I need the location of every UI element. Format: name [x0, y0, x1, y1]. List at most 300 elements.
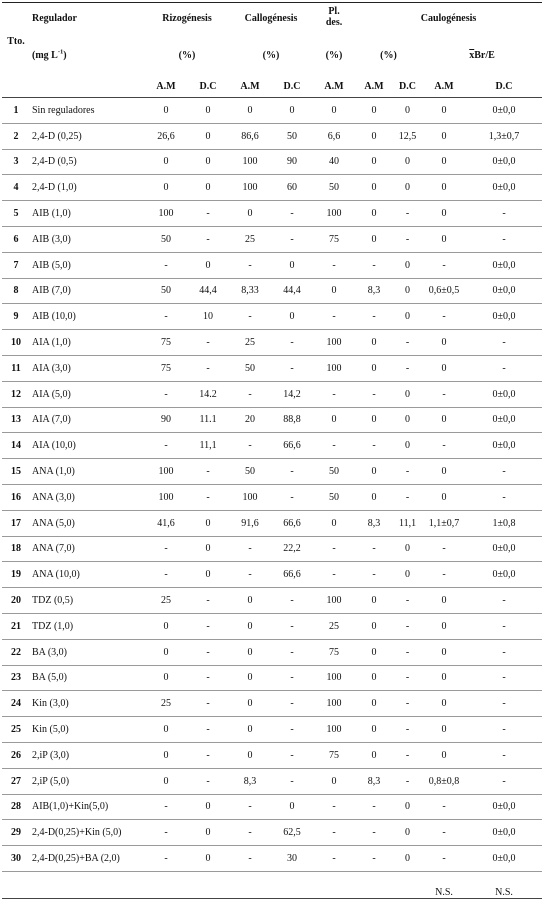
cell-cal-am: 0 [229, 613, 271, 639]
cell-tto: 7 [2, 252, 30, 278]
cell-cal-dc: 66,6 [271, 510, 313, 536]
cell-cau-am: - [355, 846, 393, 872]
cell-riz-dc: 44,4 [187, 278, 229, 304]
cell-riz-dc: - [187, 768, 229, 794]
cell-cau-dc: - [393, 742, 422, 768]
cell-riz-dc: 0 [187, 175, 229, 201]
header-pl-line1: Pl. [328, 6, 340, 17]
cell-cau-dc: - [393, 226, 422, 252]
cell-tto: 5 [2, 201, 30, 227]
cell-br-dc: - [466, 691, 542, 717]
cell-pl-am: - [313, 252, 355, 278]
header-cal-dc: D.C [271, 76, 313, 98]
cell-riz-dc: - [187, 330, 229, 356]
cell-riz-dc: - [187, 484, 229, 510]
cell-pl-am: 0 [313, 768, 355, 794]
cell-cau-dc: 0 [393, 304, 422, 330]
cell-riz-am: 90 [145, 407, 187, 433]
header-pl-line2: des. [325, 17, 343, 28]
cell-pl-am: 100 [313, 717, 355, 743]
cell-pl-am: - [313, 433, 355, 459]
header-cal-am: A.M [229, 76, 271, 98]
cell-cau-am: - [355, 304, 393, 330]
cell-pl-am: - [313, 846, 355, 872]
cell-cau-am: 0 [355, 588, 393, 614]
cell-cau-dc: 0 [393, 846, 422, 872]
cell-cau-dc: 0 [393, 175, 422, 201]
cell-br-dc: - [466, 330, 542, 356]
cell-regulador: BA (3,0) [30, 639, 145, 665]
header-mean-br-e: $\overline{x}Br/E$ [469, 50, 495, 61]
header-tto: Tto. [2, 3, 30, 77]
cell-cal-am: 100 [229, 175, 271, 201]
cell-cau-dc: - [393, 768, 422, 794]
cell-cau-am: 0 [355, 459, 393, 485]
header-unit-exponent: -1 [57, 48, 64, 56]
table-row [2, 226, 542, 252]
cell-riz-dc: - [187, 226, 229, 252]
cell-riz-am: 50 [145, 226, 187, 252]
cell-cau-dc: - [393, 201, 422, 227]
header-unit: (mg $L^{-1}$) [32, 48, 67, 61]
cell-cau-am: 0 [355, 201, 393, 227]
cell-tto: 24 [2, 691, 30, 717]
cell-br-dc: 0±0,0 [466, 536, 542, 562]
header-rizogenesis: Rizogénesis [145, 3, 229, 47]
cell-cau-dc: - [393, 691, 422, 717]
cell-tto: 10 [2, 330, 30, 356]
cell-br-am: 0 [422, 484, 466, 510]
table-row [2, 562, 542, 588]
cell-cal-am: 100 [229, 484, 271, 510]
cell-br-dc: 0±0,0 [466, 433, 542, 459]
cell-regulador: 2,iP (5,0) [30, 768, 145, 794]
cell-cau-am: 8,3 [355, 278, 393, 304]
cell-br-dc: 0±0,0 [466, 149, 542, 175]
cell-cau-dc: 0 [393, 278, 422, 304]
cell-br-dc: 0±0,0 [466, 846, 542, 872]
header-riz-dc: D.C [187, 76, 229, 98]
cell-tto: 27 [2, 768, 30, 794]
footer-row [2, 871, 542, 898]
cell-riz-dc: - [187, 355, 229, 381]
cell-br-am: - [422, 381, 466, 407]
cell-br-dc: - [466, 484, 542, 510]
cell-cal-am: 25 [229, 330, 271, 356]
cell-br-am: 0 [422, 691, 466, 717]
cell-cau-am: 8,3 [355, 768, 393, 794]
table-row [2, 846, 542, 872]
cell-riz-am: - [145, 794, 187, 820]
cell-pl-am: 50 [313, 175, 355, 201]
cell-cal-am: 20 [229, 407, 271, 433]
cell-tto: 28 [2, 794, 30, 820]
cell-cal-dc: - [271, 665, 313, 691]
cell-pl-am: - [313, 820, 355, 846]
cell-cau-am: 0 [355, 98, 393, 124]
cell-cal-am: 91,6 [229, 510, 271, 536]
cell-regulador: ANA (5,0) [30, 510, 145, 536]
cell-cau-dc: 0 [393, 98, 422, 124]
cell-riz-am: 26,6 [145, 123, 187, 149]
cell-br-am: 0 [422, 665, 466, 691]
cell-riz-dc: - [187, 742, 229, 768]
cell-tto: 8 [2, 278, 30, 304]
cell-br-dc: - [466, 768, 542, 794]
cell-cau-dc: 0 [393, 381, 422, 407]
cell-cau-dc: - [393, 639, 422, 665]
cell-cal-dc: 0 [271, 794, 313, 820]
cell-br-dc: - [466, 588, 542, 614]
header-pct-pl: (%) [325, 50, 343, 61]
cell-regulador: TDZ (0,5) [30, 588, 145, 614]
cell-br-dc: 0±0,0 [466, 407, 542, 433]
cell-br-dc: 1,3±0,7 [466, 123, 542, 149]
header-row-groups [2, 3, 542, 47]
cell-riz-dc: 0 [187, 510, 229, 536]
cell-br-dc: 0±0,0 [466, 278, 542, 304]
cell-tto: 3 [2, 149, 30, 175]
cell-pl-am: 75 [313, 639, 355, 665]
cell-riz-am: 0 [145, 665, 187, 691]
table-row [2, 742, 542, 768]
cell-cau-dc: 0 [393, 252, 422, 278]
table-row [2, 536, 542, 562]
cell-cal-dc: - [271, 717, 313, 743]
cell-br-am: 0 [422, 639, 466, 665]
header-caulogenesis: Caulogénesis [355, 3, 542, 47]
cell-pl-am: 0 [313, 407, 355, 433]
cell-cau-dc: 0 [393, 820, 422, 846]
cell-cau-am: 0 [355, 665, 393, 691]
cell-cau-dc: - [393, 484, 422, 510]
cell-tto: 16 [2, 484, 30, 510]
cell-br-am: 0 [422, 175, 466, 201]
table-row [2, 639, 542, 665]
cell-br-am: 0 [422, 355, 466, 381]
cell-cal-am: 0 [229, 639, 271, 665]
cell-br-am: 0 [422, 613, 466, 639]
cell-riz-dc: 0 [187, 98, 229, 124]
cell-tto: 22 [2, 639, 30, 665]
cell-br-dc: 0±0,0 [466, 98, 542, 124]
cell-pl-am: 100 [313, 201, 355, 227]
cell-cau-am: 0 [355, 484, 393, 510]
cell-riz-am: 75 [145, 355, 187, 381]
cell-cau-dc: 0 [393, 407, 422, 433]
table-row [2, 665, 542, 691]
results-table [2, 2, 542, 899]
cell-br-am: - [422, 794, 466, 820]
cell-cal-am: - [229, 794, 271, 820]
cell-regulador: ANA (1,0) [30, 459, 145, 485]
cell-pl-am: 75 [313, 742, 355, 768]
cell-riz-am: - [145, 562, 187, 588]
table-row [2, 433, 542, 459]
cell-riz-am: 0 [145, 639, 187, 665]
cell-pl-am: 100 [313, 330, 355, 356]
table-row [2, 304, 542, 330]
cell-br-am: 0 [422, 330, 466, 356]
cell-riz-dc: 0 [187, 820, 229, 846]
cell-br-am: 0 [422, 407, 466, 433]
cell-tto: 23 [2, 665, 30, 691]
cell-pl-am: 0 [313, 278, 355, 304]
cell-cal-dc: - [271, 484, 313, 510]
cell-riz-dc: 0 [187, 536, 229, 562]
cell-tto: 29 [2, 820, 30, 846]
cell-br-am: 0 [422, 123, 466, 149]
cell-cau-am: 0 [355, 123, 393, 149]
cell-cau-dc: 0 [393, 562, 422, 588]
cell-cau-am: 0 [355, 639, 393, 665]
cell-riz-dc: 11.1 [187, 407, 229, 433]
cell-riz-dc: 0 [187, 562, 229, 588]
header-regulador: Regulador [30, 3, 145, 47]
cell-cal-dc: - [271, 355, 313, 381]
cell-cal-dc: 62,5 [271, 820, 313, 846]
cell-tto: 25 [2, 717, 30, 743]
cell-riz-dc: - [187, 665, 229, 691]
header-cau-am: A.M [355, 76, 393, 98]
table-row [2, 201, 542, 227]
cell-cal-dc: - [271, 459, 313, 485]
cell-regulador: 2,iP (3,0) [30, 742, 145, 768]
cell-tto: 26 [2, 742, 30, 768]
cell-cal-am: - [229, 304, 271, 330]
cell-riz-dc: - [187, 588, 229, 614]
cell-cal-am: 0 [229, 665, 271, 691]
cell-riz-dc: 0 [187, 252, 229, 278]
cell-br-dc: - [466, 639, 542, 665]
cell-riz-am: 0 [145, 717, 187, 743]
header-pct-caulo: (%) [380, 50, 397, 61]
cell-cal-am: 86,6 [229, 123, 271, 149]
cell-tto: 21 [2, 613, 30, 639]
footer-ns-dc: N.S. [466, 871, 542, 898]
cell-cau-dc: 12,5 [393, 123, 422, 149]
cell-regulador: Kin (5,0) [30, 717, 145, 743]
cell-riz-am: - [145, 433, 187, 459]
table-row [2, 252, 542, 278]
cell-cau-am: 0 [355, 742, 393, 768]
cell-br-am: 0 [422, 717, 466, 743]
cell-cal-dc: - [271, 691, 313, 717]
cell-regulador: AIA (3,0) [30, 355, 145, 381]
cell-riz-dc: - [187, 201, 229, 227]
cell-riz-am: 75 [145, 330, 187, 356]
cell-br-dc: - [466, 613, 542, 639]
cell-cal-dc: - [271, 768, 313, 794]
cell-br-dc: 0±0,0 [466, 794, 542, 820]
cell-cal-am: - [229, 381, 271, 407]
cell-cal-am: 0 [229, 201, 271, 227]
table-row [2, 794, 542, 820]
cell-cau-am: - [355, 381, 393, 407]
cell-cal-am: 0 [229, 98, 271, 124]
cell-cau-am: 0 [355, 149, 393, 175]
cell-regulador: AIB (7,0) [30, 278, 145, 304]
cell-cau-am: 0 [355, 226, 393, 252]
cell-cal-dc: 88,8 [271, 407, 313, 433]
cell-br-am: - [422, 252, 466, 278]
cell-cau-dc: 0 [393, 536, 422, 562]
cell-riz-dc: 0 [187, 794, 229, 820]
cell-riz-dc: - [187, 717, 229, 743]
cell-cau-am: - [355, 794, 393, 820]
cell-br-dc: 0±0,0 [466, 381, 542, 407]
cell-riz-dc: 0 [187, 846, 229, 872]
cell-cal-dc: 60 [271, 175, 313, 201]
cell-regulador: 2,4-D (0,25) [30, 123, 145, 149]
table-row [2, 278, 542, 304]
cell-cal-dc: 66,6 [271, 433, 313, 459]
cell-riz-am: 0 [145, 768, 187, 794]
cell-cau-am: 0 [355, 407, 393, 433]
cell-cau-dc: - [393, 459, 422, 485]
cell-regulador: TDZ (1,0) [30, 613, 145, 639]
header-pl-am: A.M [313, 76, 355, 98]
cell-cal-dc: 30 [271, 846, 313, 872]
cell-cau-am: 8,3 [355, 510, 393, 536]
cell-riz-am: 25 [145, 588, 187, 614]
cell-riz-am: 0 [145, 149, 187, 175]
cell-cal-dc: - [271, 588, 313, 614]
cell-cau-dc: - [393, 717, 422, 743]
cell-cal-dc: - [271, 226, 313, 252]
cell-pl-am: 0 [313, 510, 355, 536]
cell-pl-am: 100 [313, 355, 355, 381]
cell-riz-am: 0 [145, 613, 187, 639]
table-row [2, 175, 542, 201]
header-xbar: $\overline{x}$ [469, 50, 475, 61]
cell-br-am: 0 [422, 98, 466, 124]
cell-br-am: 0 [422, 226, 466, 252]
cell-cal-dc: 0 [271, 98, 313, 124]
cell-riz-am: 0 [145, 98, 187, 124]
cell-riz-am: 100 [145, 484, 187, 510]
cell-cau-dc: 0 [393, 433, 422, 459]
cell-cau-dc: - [393, 588, 422, 614]
cell-cal-am: - [229, 846, 271, 872]
cell-cal-am: - [229, 562, 271, 588]
cell-pl-am: 40 [313, 149, 355, 175]
cell-riz-dc: - [187, 639, 229, 665]
cell-pl-am: - [313, 536, 355, 562]
cell-riz-am: - [145, 381, 187, 407]
cell-riz-am: 50 [145, 278, 187, 304]
cell-riz-dc: 0 [187, 123, 229, 149]
cell-cau-am: - [355, 536, 393, 562]
cell-regulador: AIA (5,0) [30, 381, 145, 407]
cell-br-am: - [422, 433, 466, 459]
cell-riz-am: - [145, 536, 187, 562]
cell-br-dc: - [466, 355, 542, 381]
cell-riz-dc: 11,1 [187, 433, 229, 459]
cell-br-dc: - [466, 226, 542, 252]
cell-cal-am: 100 [229, 149, 271, 175]
cell-riz-am: 41,6 [145, 510, 187, 536]
cell-pl-am: 50 [313, 484, 355, 510]
cell-cau-am: - [355, 562, 393, 588]
header-row-units [2, 46, 542, 76]
cell-cau-dc: - [393, 665, 422, 691]
cell-cal-dc: - [271, 742, 313, 768]
cell-tto: 11 [2, 355, 30, 381]
cell-riz-am: 100 [145, 459, 187, 485]
cell-pl-am: 50 [313, 459, 355, 485]
footer-ns-am: N.S. [422, 871, 466, 898]
cell-cal-dc: - [271, 639, 313, 665]
table-row [2, 459, 542, 485]
cell-regulador: 2,4-D (0,5) [30, 149, 145, 175]
cell-cau-dc: - [393, 330, 422, 356]
cell-cal-am: 0 [229, 717, 271, 743]
header-pct-rizo: (%) [178, 50, 196, 61]
table-row [2, 123, 542, 149]
table-row [2, 820, 542, 846]
cell-br-am: 0,8±0,8 [422, 768, 466, 794]
table-row [2, 588, 542, 614]
header-riz-am: A.M [145, 76, 187, 98]
cell-cal-dc: - [271, 201, 313, 227]
cell-riz-dc: - [187, 691, 229, 717]
cell-riz-dc: 10 [187, 304, 229, 330]
cell-regulador: AIB (5,0) [30, 252, 145, 278]
cell-cal-am: 8,33 [229, 278, 271, 304]
cell-br-am: 0 [422, 459, 466, 485]
cell-cal-am: 50 [229, 355, 271, 381]
cell-riz-am: - [145, 820, 187, 846]
cell-tto: 6 [2, 226, 30, 252]
cell-tto: 4 [2, 175, 30, 201]
cell-cau-dc: 0 [393, 794, 422, 820]
cell-riz-am: 100 [145, 201, 187, 227]
table-body [2, 98, 542, 872]
cell-br-am: 0,6±0,5 [422, 278, 466, 304]
cell-br-dc: 0±0,0 [466, 252, 542, 278]
cell-br-dc: - [466, 201, 542, 227]
cell-tto: 1 [2, 98, 30, 124]
cell-br-dc: 0±0,0 [466, 304, 542, 330]
cell-cal-dc: 66,6 [271, 562, 313, 588]
cell-br-dc: 1±0,8 [466, 510, 542, 536]
cell-regulador: BA (5,0) [30, 665, 145, 691]
header-pct-callo: (%) [262, 50, 280, 61]
cell-cal-am: 0 [229, 691, 271, 717]
cell-br-dc: - [466, 717, 542, 743]
cell-riz-am: 0 [145, 742, 187, 768]
table-row [2, 98, 542, 124]
cell-regulador: ANA (10,0) [30, 562, 145, 588]
cell-cal-am: 8,3 [229, 768, 271, 794]
table-row [2, 717, 542, 743]
cell-regulador: AIB (10,0) [30, 304, 145, 330]
cell-pl-am: - [313, 304, 355, 330]
cell-riz-am: - [145, 252, 187, 278]
cell-regulador: AIB (3,0) [30, 226, 145, 252]
header-br-dc: D.C [466, 76, 542, 98]
cell-br-am: - [422, 304, 466, 330]
cell-regulador: AIB(1,0)+Kin(5,0) [30, 794, 145, 820]
cell-regulador: 2,4-D(0,25)+BA (2,0) [30, 846, 145, 872]
cell-pl-am: 75 [313, 226, 355, 252]
header-cau-dc: D.C [393, 76, 422, 98]
cell-tto: 12 [2, 381, 30, 407]
cell-pl-am: 25 [313, 613, 355, 639]
cell-regulador: ANA (3,0) [30, 484, 145, 510]
cell-regulador: 2,4-D (1,0) [30, 175, 145, 201]
